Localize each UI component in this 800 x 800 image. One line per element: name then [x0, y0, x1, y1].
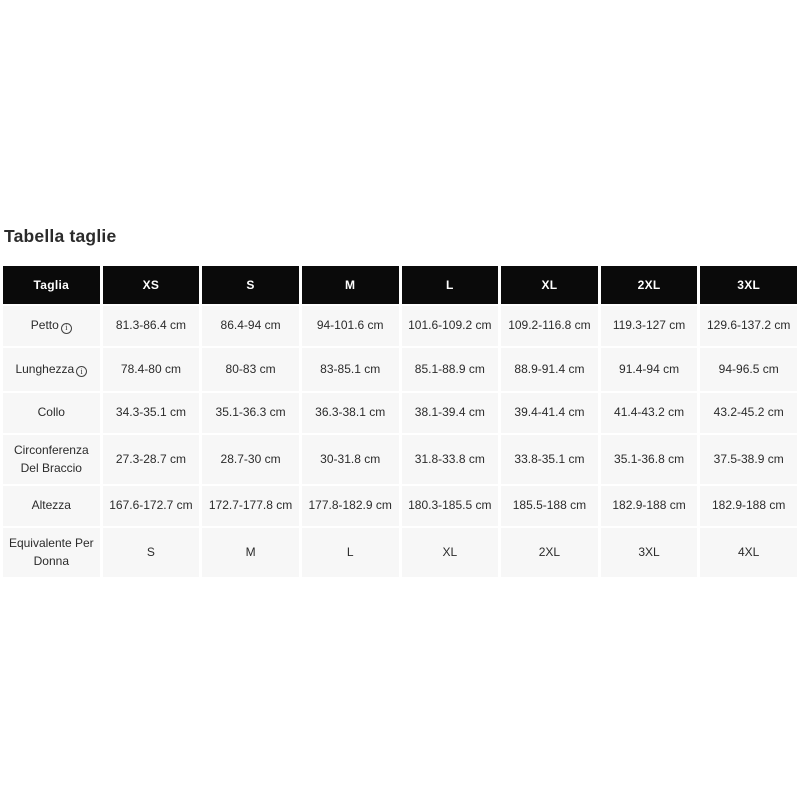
row-label: Equivalente Per Donna	[8, 536, 94, 568]
value-cell: 37.5-38.9 cm	[700, 435, 797, 484]
value-cell: 86.4-94 cm	[202, 306, 299, 346]
value-cell: 35.1-36.8 cm	[601, 435, 698, 484]
value-cell: 36.3-38.1 cm	[302, 393, 399, 433]
value-cell: 94-101.6 cm	[302, 306, 399, 346]
value-cell: 172.7-177.8 cm	[202, 486, 299, 526]
value-cell: 80-83 cm	[202, 348, 299, 391]
row-label: Lunghezza	[15, 361, 75, 376]
row-label-cell	[3, 393, 100, 433]
value-cell: 27.3-28.7 cm	[103, 435, 200, 484]
value-cell: 119.3-127 cm	[601, 306, 698, 346]
value-cell: XL	[402, 528, 499, 577]
table-row	[3, 348, 797, 391]
header-row	[3, 266, 797, 304]
info-icon[interactable]: i	[76, 366, 87, 377]
row-label-cell	[3, 306, 100, 346]
value-cell: 129.6-137.2 cm	[700, 306, 797, 346]
value-cell: 4XL	[700, 528, 797, 577]
row-label-cell	[3, 528, 100, 577]
value-cell: 43.2-45.2 cm	[700, 393, 797, 433]
row-label: Altezza	[31, 498, 71, 513]
table-row	[3, 486, 797, 526]
column-header-3xl: 3XL	[700, 266, 797, 304]
value-cell: 39.4-41.4 cm	[501, 393, 598, 433]
column-header-taglia: Taglia	[3, 266, 100, 304]
value-cell: 185.5-188 cm	[501, 486, 598, 526]
table-row	[3, 435, 797, 484]
value-cell: 28.7-30 cm	[202, 435, 299, 484]
column-header-xl: XL	[501, 266, 598, 304]
value-cell: 2XL	[501, 528, 598, 577]
value-cell: 167.6-172.7 cm	[103, 486, 200, 526]
value-cell: M	[202, 528, 299, 577]
column-header-2xl: 2XL	[601, 266, 698, 304]
value-cell: 30-31.8 cm	[302, 435, 399, 484]
value-cell: 88.9-91.4 cm	[501, 348, 598, 391]
value-cell: 180.3-185.5 cm	[402, 486, 499, 526]
size-chart-title: Tabella taglie	[4, 226, 117, 246]
table-row	[3, 528, 797, 577]
value-cell: 91.4-94 cm	[601, 348, 698, 391]
value-cell: 109.2-116.8 cm	[501, 306, 598, 346]
info-icon[interactable]: i	[61, 323, 72, 334]
table-row	[3, 393, 797, 433]
value-cell: 85.1-88.9 cm	[402, 348, 499, 391]
value-cell: 31.8-33.8 cm	[402, 435, 499, 484]
size-chart-body	[3, 306, 797, 577]
value-cell: 177.8-182.9 cm	[302, 486, 399, 526]
value-cell: 33.8-35.1 cm	[501, 435, 598, 484]
table-row	[3, 306, 797, 346]
value-cell: S	[103, 528, 200, 577]
value-cell: 81.3-86.4 cm	[103, 306, 200, 346]
value-cell: 83-85.1 cm	[302, 348, 399, 391]
row-label-cell	[3, 435, 100, 484]
value-cell: 38.1-39.4 cm	[402, 393, 499, 433]
value-cell: 78.4-80 cm	[103, 348, 200, 391]
row-label: Collo	[37, 405, 65, 420]
size-chart-table	[0, 264, 800, 579]
row-label: Petto	[30, 318, 59, 333]
value-cell: 101.6-109.2 cm	[402, 306, 499, 346]
column-header-s: S	[202, 266, 299, 304]
column-header-m: M	[302, 266, 399, 304]
value-cell: 182.9-188 cm	[601, 486, 698, 526]
value-cell: 182.9-188 cm	[700, 486, 797, 526]
value-cell: 94-96.5 cm	[700, 348, 797, 391]
value-cell: L	[302, 528, 399, 577]
column-header-l: L	[402, 266, 499, 304]
row-label: Circonferenza Del Braccio	[13, 443, 89, 475]
row-label-cell	[3, 348, 100, 391]
value-cell: 3XL	[601, 528, 698, 577]
value-cell: 35.1-36.3 cm	[202, 393, 299, 433]
value-cell: 34.3-35.1 cm	[103, 393, 200, 433]
size-chart-header	[3, 266, 797, 304]
column-header-xs: XS	[103, 266, 200, 304]
row-label-cell	[3, 486, 100, 526]
value-cell: 41.4-43.2 cm	[601, 393, 698, 433]
